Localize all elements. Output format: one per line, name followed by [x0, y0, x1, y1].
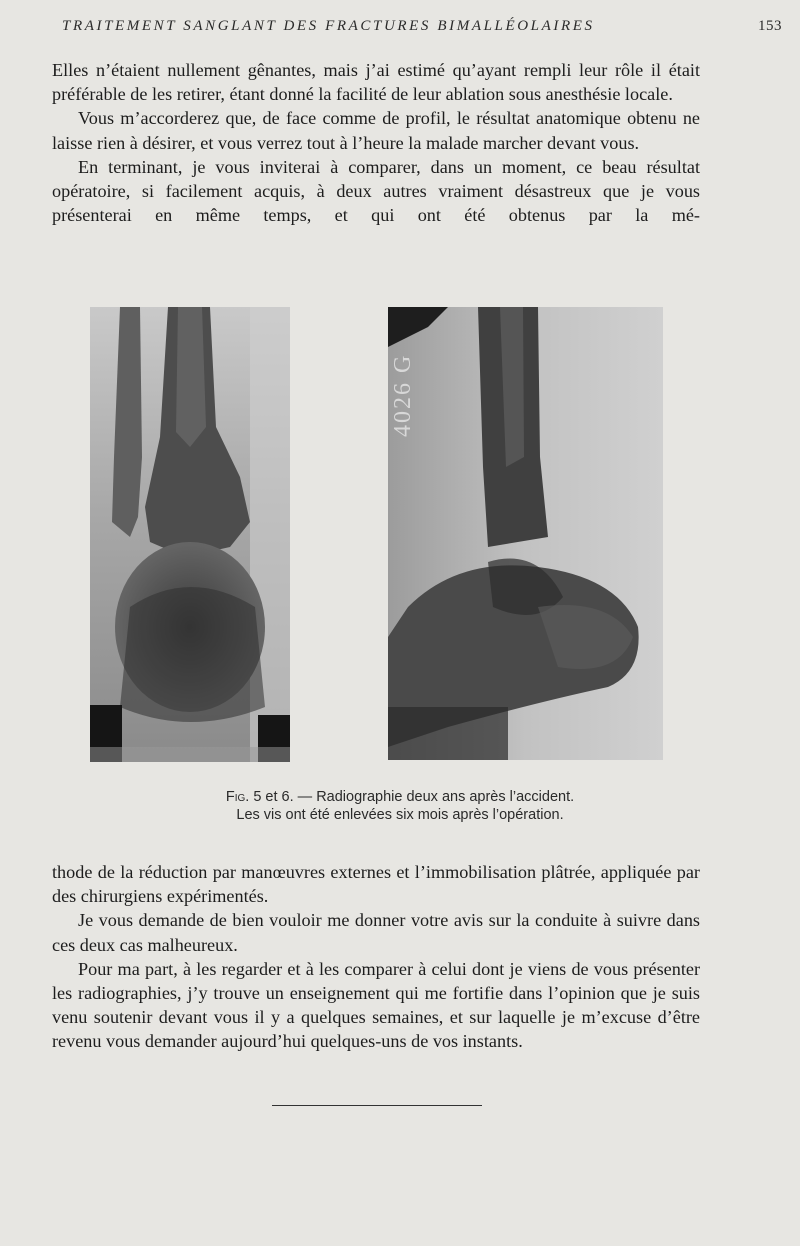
- figure-caption-line2: Les vis ont été enlevées six mois après l’opération.: [236, 807, 564, 823]
- paragraph: thode de la réduction par manœuvres externes et l’immobilisation plâtrée, appliquée par des chirurgiens expérimentés.: [52, 862, 700, 907]
- running-title: TRAITEMENT SANGLANT DES FRACTURES BIMALLÉOLAIRES: [62, 18, 595, 34]
- caption-line1-text: 5 et 6. — Radiographie deux ans après l’accident.: [249, 789, 575, 805]
- radiograph-front: [90, 307, 290, 762]
- radiograph-lateral: [388, 307, 663, 760]
- section-divider: [272, 1105, 482, 1106]
- paragraph: Je vous demande de bien vouloir me donner votre avis sur la conduite à suivre dans ces deux cas malheureux.: [52, 910, 700, 955]
- body-text-top: [52, 58, 700, 227]
- paragraph: En terminant, je vous inviterai à comparer, dans un moment, ce beau résultat opératoire, si facilement acquis, à deux autres vraiment désastreux que je vous présenterai en même temps, et qui ont été obtenus par la mé-: [52, 156, 700, 226]
- xray-front-image: [90, 307, 290, 762]
- paragraph: Elles n’étaient nullement gênantes, mais j’ai estimé qu’ayant rempli leur rôle il était préférable de les retirer, étant donné la facilité de leur ablation sous anesthésie locale.: [52, 60, 700, 105]
- body-text-bottom: [52, 860, 700, 1054]
- figure-caption-line1: [0, 788, 800, 806]
- xray-lateral-image: [388, 307, 663, 760]
- film-label: 4026 G: [390, 353, 416, 437]
- paragraph: Pour ma part, à les regarder et à les comparer à celui dont je viens de vous présenter les radiographies, j’y trouve un enseignement qui me fortifie dans l’opinion que je suis venu soutenir devant vous il y a quelques semaines, et sur laquelle je m’excuse d’être revenu vous demander aujourd’hui quelques-uns de vos instants.: [52, 958, 700, 1052]
- running-head: [62, 18, 782, 35]
- paragraph: Vous m’accorderez que, de face comme de profil, le résultat anatomique obtenu ne laisse rien à désirer, et vous verrez tout à l’heure la malade marcher devant vous.: [52, 108, 700, 153]
- caption-fig-prefix: Fig.: [225, 789, 250, 805]
- page-number: 153: [758, 18, 782, 34]
